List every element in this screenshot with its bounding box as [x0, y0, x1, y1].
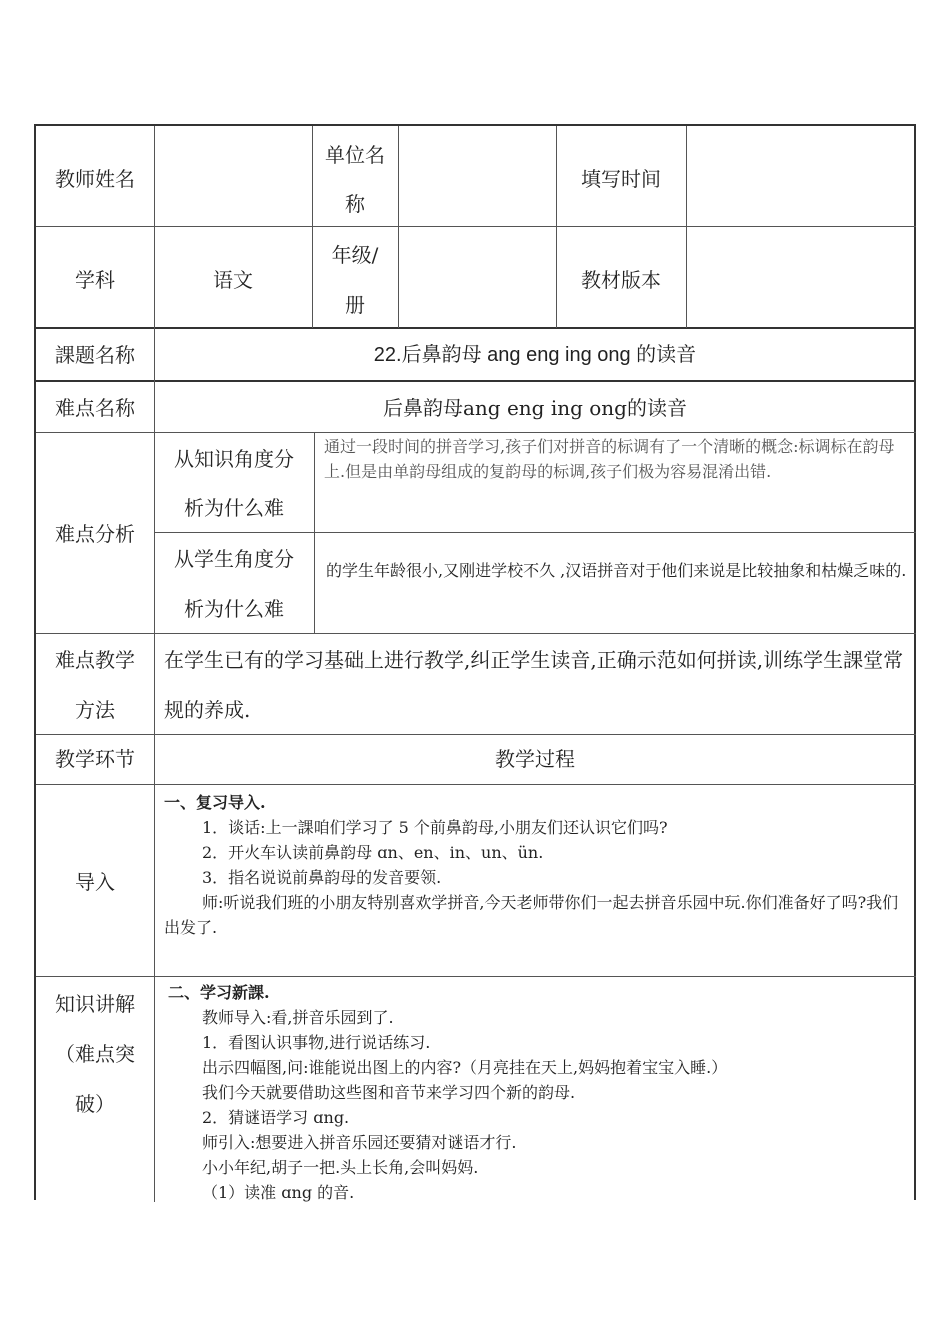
intro-line: 3．指名说说前鼻韵母的发音要领.: [202, 868, 442, 887]
row-divider: [36, 976, 916, 977]
knowledge-line: 1．看图认识事物,进行说话练习.: [202, 1033, 431, 1052]
student-angle-text: 的学生年龄很小,又刚进学校不久 ,汉语拼音对于他们来说是比较抽象和枯燥乏味的.: [326, 561, 907, 580]
intro-line: 1．谈话:上一課咱们学习了 5 个前鼻韵母,小朋友们还认识它们吗?: [202, 818, 668, 837]
col-divider: [556, 126, 557, 328]
fill-time-label: 填写时间: [581, 167, 661, 191]
knowledge-line: 2．猜谜语学习 ɑng.: [202, 1108, 350, 1127]
unit-name-label: 单位名: [325, 143, 385, 167]
difficulty-value: 后鼻韵母ang eng ing ong的读音: [382, 396, 687, 420]
knowledge-line: 师引入:想要进入拼音乐园还要猜对谜语才行.: [202, 1133, 517, 1152]
row-divider: [36, 784, 916, 785]
intro-line: 师:听说我们班的小朋友特别喜欢学拼音,今天老师带你们一起去拼音乐园中玩.你们准备好了吗?我们出发了.: [164, 893, 899, 937]
knowledge-angle-text: 通过一段时间的拼音学习,孩子们对拼音的标调有了一个清晰的概念:标调标在韵母上.但是由单韵母组成的复韵母的标调,孩子们极为容易混淆出错.: [324, 437, 895, 481]
topic-label: 課题名称: [55, 343, 135, 367]
row-divider: [36, 327, 916, 329]
col-divider: [314, 432, 315, 634]
subject-label: 学科: [75, 268, 115, 292]
subject-value: 语文: [213, 268, 253, 292]
col-divider: [398, 126, 399, 328]
student-angle-label: 析为什么难: [184, 597, 284, 621]
knowledge-line: 小小年纪,胡子一把.头上长角,会叫妈妈.: [202, 1158, 479, 1177]
row-divider: [36, 380, 916, 382]
teacher-name-label: 教师姓名: [55, 167, 135, 191]
row-divider: [36, 226, 916, 227]
method-label: 难点教学: [55, 648, 135, 672]
analysis-label: 难点分析: [55, 522, 135, 546]
knowledge-angle-label: 析为什么难: [184, 496, 284, 520]
intro-label: 导入: [75, 870, 115, 894]
unit-name-label: 称: [345, 192, 365, 216]
knowledge-angle-label: 从知识角度分: [174, 447, 294, 471]
knowledge-label: （难点突: [55, 1042, 135, 1066]
col-divider: [686, 126, 687, 328]
knowledge-label: 知识讲解: [55, 992, 135, 1016]
grade-label: 年级/: [331, 243, 379, 267]
intro-heading: 一、复习导入.: [164, 793, 266, 812]
knowledge-line: （1）读准 ɑng 的音.: [202, 1183, 355, 1202]
row-divider: [154, 532, 916, 533]
method-label: 方法: [75, 698, 115, 722]
knowledge-heading: 二、学习新課.: [168, 983, 270, 1002]
stage-header: 教学环节: [55, 747, 135, 771]
textbook-label: 教材版本: [581, 268, 661, 292]
intro-line: 2．开火车认读前鼻韵母 ɑn、en、in、un、ün.: [202, 843, 544, 862]
knowledge-line: 我们今天就要借助这些图和音节来学习四个新的韵母.: [202, 1083, 576, 1102]
grade-label: 册: [345, 293, 365, 317]
lesson-table: [34, 124, 916, 1200]
process-header: 教学过程: [495, 747, 575, 771]
knowledge-line: 出示四幅图,问:谁能说出图上的内容?（月亮挂在天上,妈妈抱着宝宝入睡.）: [202, 1058, 728, 1077]
row-divider: [36, 633, 916, 634]
method-text: 在学生已有的学习基础上进行教学,纠正学生读音,正确示范如何拼读,训练学生課堂常规的养成.: [164, 648, 904, 722]
difficulty-label: 难点名称: [55, 396, 135, 420]
row-divider: [36, 432, 916, 433]
student-angle-label: 从学生角度分: [174, 547, 294, 571]
topic-value: 22.后鼻韵母 ang eng ing ong 的读音: [373, 344, 697, 366]
knowledge-line: 教师导入:看,拼音乐园到了.: [202, 1008, 394, 1027]
knowledge-label: 破）: [75, 1092, 115, 1116]
